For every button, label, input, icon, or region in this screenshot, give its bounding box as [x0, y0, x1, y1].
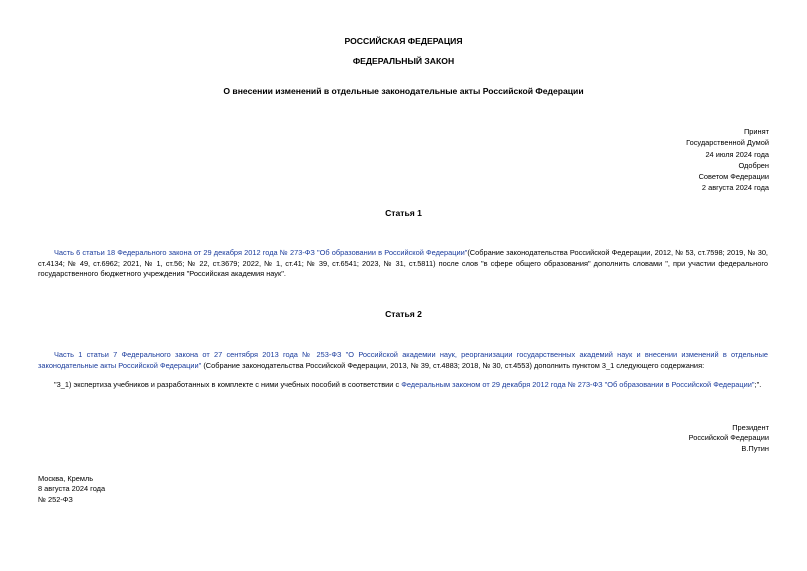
signing-date: 8 августа 2024 года [38, 484, 106, 494]
article-2-quote [38, 380, 768, 391]
quote-law-link[interactable]: Федеральным законом от 29 декабря 2012 года № 273-ФЗ "Об образовании в Российской Федерации" [401, 380, 755, 389]
law-title: О внесении изменений в отдельные законодательные акты Российской Федерации [223, 86, 584, 96]
signature-name: В.Путин [741, 443, 769, 453]
adoption-date: 24 июля 2024 года [705, 149, 769, 159]
country-heading: РОССИЙСКАЯ ФЕДЕРАЦИЯ [344, 36, 463, 46]
doc-type-heading: ФЕДЕРАЛЬНЫЙ ЗАКОН [352, 56, 455, 66]
approval-line: Советом Федерации [698, 172, 769, 182]
place-date-block [38, 474, 105, 505]
quote-text-end: ;". [754, 380, 762, 389]
article-1-law-link[interactable]: Часть 6 статьи 18 Федерального закона от 29 декабря 2012 года № 273-ФЗ "Об образовании в Российской Федерации" [54, 248, 468, 257]
article-2-law-link[interactable]: Часть 1 статьи 7 Федерального закона от 27 сентября 2013 года № 253-ФЗ "О Российской академии наук, реорганизации государственных академий наук и внесении изменений в отдельные законодательные акты Российской Федерации" [38, 350, 768, 370]
place-line: Москва, Кремль [38, 474, 94, 483]
signature-title: Российской Федерации [688, 433, 769, 443]
article-1-heading: Статья 1 [385, 208, 422, 218]
adoption-block [686, 126, 769, 194]
article-2-heading: Статья 2 [385, 309, 422, 319]
adoption-line: Государственной Думой [686, 138, 769, 148]
article-2-text: (Собрание законодательства Российской Федерации, 2013, № 39, ст.4883; 2018, № 30, ст.4553) дополнить пунктом 3_1 следующего содержания: [201, 360, 705, 370]
signature-block [689, 423, 769, 454]
signature-title: Президент [732, 423, 769, 432]
article-2-paragraph [38, 350, 768, 371]
law-number: № 252-ФЗ [38, 494, 73, 504]
approval-line: Одобрен [738, 160, 769, 170]
adoption-line: Принят [743, 127, 769, 136]
quote-text-start: "3_1) экспертиза учебников и разработанных в комплекте с ними учебных пособий в соответствии с [54, 380, 402, 389]
approval-date: 2 августа 2024 года [701, 183, 769, 193]
article-1-paragraph [38, 248, 768, 280]
article-1-text: (Собрание законодательства Российской Федерации, 2012, № 53, ст.7598; 2019, № 30, ст.4134; № 49, ст.6962; 2021, № 1, ст.56; № 22, ст.3679; 2022, № 1, ст.41; № 39, ст.6541; 2023, № 31, ст.5811) после слов "в сфере общего образования" дополнить словами ", при участии федерального государственного бюджетного учреждения "Российская академия наук". [38, 248, 768, 278]
